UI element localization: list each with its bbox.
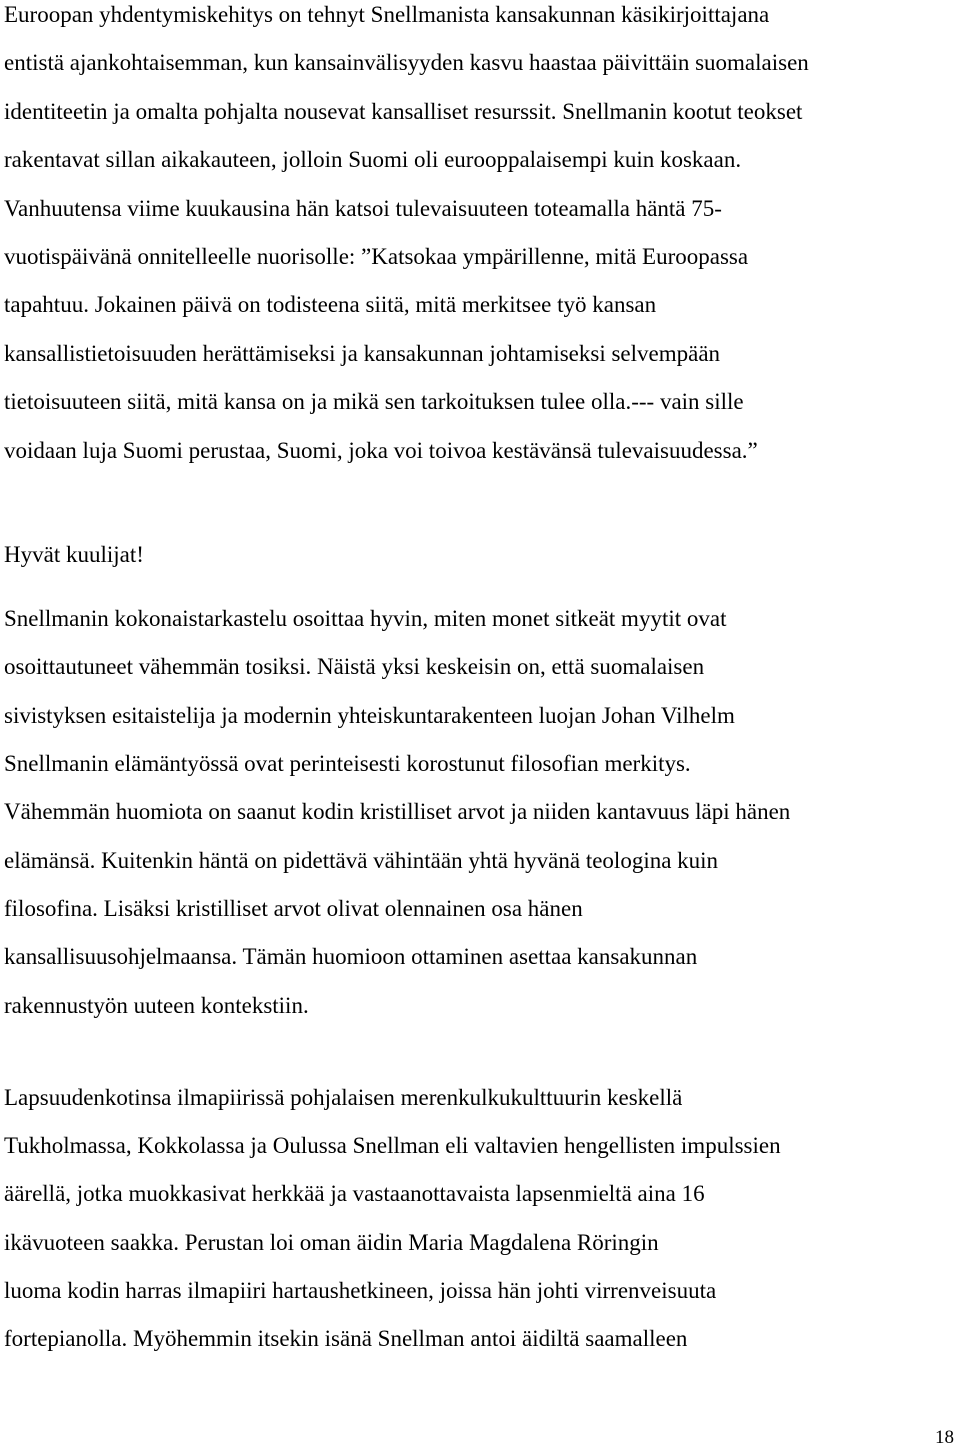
text-line: vuotispäivänä onnitelleelle nuorisolle: ”Katsokaa ympärillenne, mitä Euroopassa xyxy=(4,244,749,269)
text-line: tapahtuu. Jokainen päivä on todisteena siitä, mitä merkitsee työ kansan xyxy=(4,292,657,317)
text-line: kansallistietoisuuden herättämiseksi ja kansakunnan johtamiseksi selvempään xyxy=(4,341,721,366)
text-line: Snellmanin kokonaistarkastelu osoittaa hyvin, miten monet sitkeät myytit ovat xyxy=(4,606,727,631)
text-line: entistä ajankohtaisemman, kun kansainvälisyyden kasvu haastaa päivittäin suomalaisen xyxy=(4,50,809,75)
text-line: Hyvät kuulijat! xyxy=(4,542,144,567)
text-line: Vähemmän huomiota on saanut kodin kristilliset arvot ja niiden kantavuus läpi hänen xyxy=(4,799,791,824)
text-line: fortepianolla. Myöhemmin itsekin isänä Snellman antoi äidiltä saamalleen xyxy=(4,1326,688,1351)
text-line: rakennustyön uuteen kontekstiin. xyxy=(4,993,309,1018)
text-line: Lapsuudenkotinsa ilmapiirissä pohjalaisen merenkulkukulttuurin keskellä xyxy=(4,1085,683,1110)
text-line: elämänsä. Kuitenkin häntä on pidettävä vähintään yhtä hyvänä teologina kuin xyxy=(4,848,719,873)
text-line: voidaan luja Suomi perustaa, Suomi, joka voi toivoa kestävänsä tulevaisuudessa.” xyxy=(4,438,758,463)
text-line: sivistyksen esitaistelija ja modernin yhteiskuntarakenteen luojan Johan Vilhelm xyxy=(4,703,735,728)
text-line: Euroopan yhdentymiskehitys on tehnyt Snellmanista kansakunnan käsikirjoittajana xyxy=(4,2,770,27)
text-line: Snellmanin elämäntyössä ovat perinteisesti korostunut filosofian merkitys. xyxy=(4,751,691,776)
text-line: ikävuoteen saakka. Perustan loi oman äidin Maria Magdalena Röringin xyxy=(4,1230,659,1255)
text-line: osoittautuneet vähemmän tosiksi. Näistä yksi keskeisin on, että suomalaisen xyxy=(4,654,705,679)
text-line: filosofina. Lisäksi kristilliset arvot olivat olennainen osa hänen xyxy=(4,896,583,921)
text-line: tietoisuuteen siitä, mitä kansa on ja mikä sen tarkoituksen tulee olla.--- vain sille xyxy=(4,389,744,414)
page-number: 18 xyxy=(935,1427,954,1448)
text-line: rakentavat sillan aikakauteen, jolloin Suomi oli eurooppalaisempi kuin koskaan. xyxy=(4,147,742,172)
text-line: identiteetin ja omalta pohjalta nousevat kansalliset resurssit. Snellmanin kootut teokset xyxy=(4,99,803,124)
text-line: äärellä, jotka muokkasivat herkkää ja vastaanottavaista lapsenmieltä aina 16 xyxy=(4,1181,705,1206)
text-line: Vanhuutensa viime kuukausina hän katsoi tulevaisuuteen toteamalla häntä 75- xyxy=(4,196,722,221)
text-line: kansallisuusohjelmaansa. Tämän huomioon ottaminen asettaa kansakunnan xyxy=(4,944,698,969)
text-line: Tukholmassa, Kokkolassa ja Oulussa Snellman eli valtavien hengellisten impulssien xyxy=(4,1133,781,1158)
text-line: luoma kodin harras ilmapiiri hartaushetkineen, joissa hän johti virrenveisuuta xyxy=(4,1278,717,1303)
